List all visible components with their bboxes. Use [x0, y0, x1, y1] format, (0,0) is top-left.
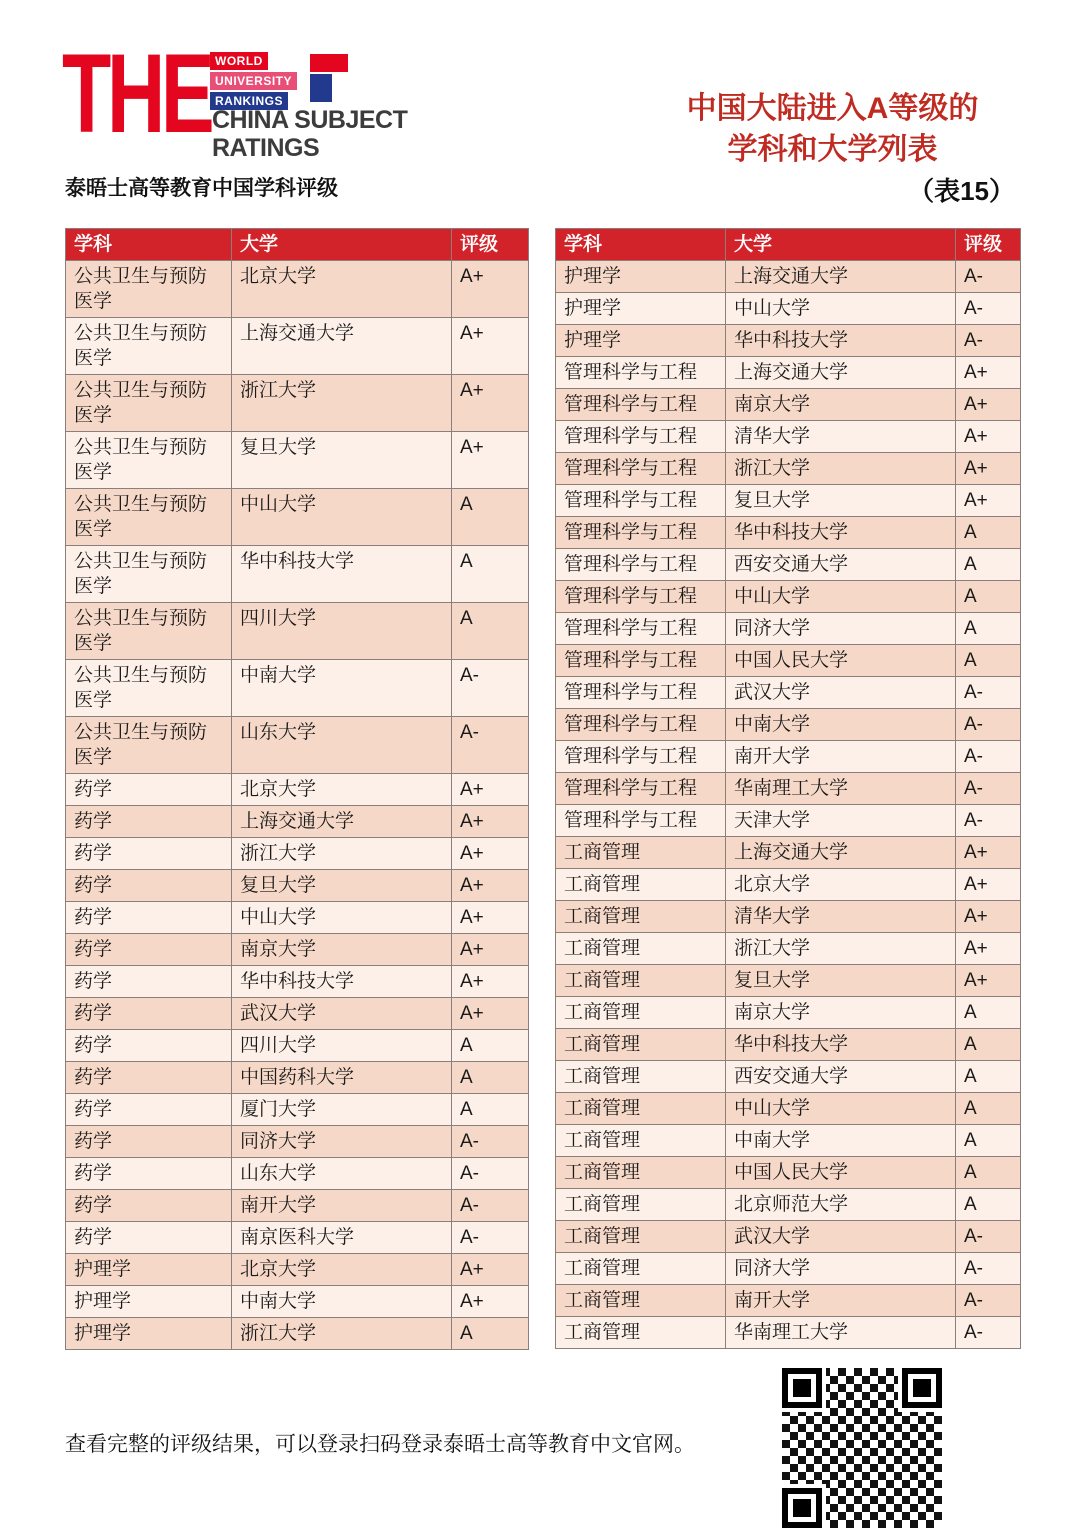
subject-cell: 药学: [66, 838, 232, 870]
subject-column-header: 学科: [556, 229, 726, 261]
rating-cell: A: [452, 546, 529, 603]
table-row: [556, 709, 1021, 741]
subject-cell: 管理科学与工程: [556, 357, 726, 389]
table-row: [556, 293, 1021, 325]
university-cell: 浙江大学: [232, 838, 452, 870]
university-cell: 中南大学: [232, 1286, 452, 1318]
table-row: [556, 261, 1021, 293]
university-cell: 中南大学: [232, 660, 452, 717]
the-rankings-tags: [210, 52, 370, 112]
subject-cell: 管理科学与工程: [556, 741, 726, 773]
table-row: [556, 869, 1021, 901]
subject-cell: 护理学: [556, 261, 726, 293]
subject-cell: 药学: [66, 1062, 232, 1094]
table-row: [556, 1061, 1021, 1093]
university-cell: 同济大学: [726, 613, 956, 645]
university-cell: 中山大学: [726, 1093, 956, 1125]
university-cell: 浙江大学: [726, 933, 956, 965]
subject-cell: 护理学: [556, 293, 726, 325]
table-row: [66, 1190, 529, 1222]
table-row: [66, 717, 529, 774]
table-row: [556, 485, 1021, 517]
university-cell: 上海交通大学: [726, 357, 956, 389]
rating-cell: A+: [452, 934, 529, 966]
china-subject-line1: CHINA SUBJECT: [212, 106, 408, 134]
table-row: [556, 517, 1021, 549]
rating-cell: A-: [956, 677, 1021, 709]
table-row: [556, 645, 1021, 677]
table-row: [66, 546, 529, 603]
rating-cell: A: [956, 645, 1021, 677]
table-row: [556, 1093, 1021, 1125]
university-cell: 南京大学: [726, 997, 956, 1029]
subject-cell: 工商管理: [556, 1125, 726, 1157]
university-cell: 武汉大学: [726, 1221, 956, 1253]
subject-cell: 工商管理: [556, 1093, 726, 1125]
table-row: [66, 375, 529, 432]
subject-cell: 管理科学与工程: [556, 709, 726, 741]
subject-cell: 公共卫生与预防医学: [66, 660, 232, 717]
university-cell: 华中科技大学: [232, 546, 452, 603]
subject-cell: 药学: [66, 966, 232, 998]
rating-cell: A+: [452, 1286, 529, 1318]
table-row: [66, 432, 529, 489]
logo-world-tag: WORLD: [210, 52, 268, 70]
subject-cell: 护理学: [66, 1254, 232, 1286]
rating-cell: A-: [956, 1285, 1021, 1317]
rating-cell: A: [956, 1029, 1021, 1061]
university-cell: 上海交通大学: [232, 318, 452, 375]
rating-cell: A: [956, 997, 1021, 1029]
table-row: [66, 1222, 529, 1254]
table-row: [556, 549, 1021, 581]
table-row: [66, 1286, 529, 1318]
table-row: [556, 453, 1021, 485]
subject-cell: 药学: [66, 1030, 232, 1062]
subject-cell: 药学: [66, 934, 232, 966]
subject-cell: 公共卫生与预防医学: [66, 603, 232, 660]
table-row: [66, 489, 529, 546]
subject-cell: 药学: [66, 1222, 232, 1254]
subject-cell: 工商管理: [556, 869, 726, 901]
qr-finder-icon: [782, 1488, 822, 1528]
table-number: （表15）: [908, 176, 1015, 206]
the-flag-red-icon: [310, 54, 348, 72]
page-title-line2: 学科和大学列表: [727, 133, 938, 166]
subject-cell: 药学: [66, 902, 232, 934]
table-row: [556, 965, 1021, 997]
rating-cell: A: [956, 517, 1021, 549]
rating-cell: A+: [956, 837, 1021, 869]
university-cell: 复旦大学: [232, 432, 452, 489]
footer-note: 查看完整的评级结果，可以登录扫码登录泰晤士高等教育中文官网。: [65, 1433, 695, 1456]
rating-cell: A-: [452, 1126, 529, 1158]
university-cell: 华中科技大学: [726, 1029, 956, 1061]
subject-cell: 管理科学与工程: [556, 645, 726, 677]
subject-cell: 公共卫生与预防医学: [66, 546, 232, 603]
subject-cell: 工商管理: [556, 1285, 726, 1317]
rating-cell: A: [956, 1189, 1021, 1221]
table-row: [66, 838, 529, 870]
subject-cell: 药学: [66, 1190, 232, 1222]
university-cell: 南京医科大学: [232, 1222, 452, 1254]
rating-cell: A-: [956, 709, 1021, 741]
table-row: [556, 837, 1021, 869]
subject-cell: 工商管理: [556, 1253, 726, 1285]
rating-cell: A+: [452, 806, 529, 838]
rating-cell: A-: [956, 293, 1021, 325]
subject-cell: 药学: [66, 806, 232, 838]
table-row: [66, 660, 529, 717]
table-row: [556, 357, 1021, 389]
rating-cell: A+: [452, 774, 529, 806]
subject-cell: 工商管理: [556, 1317, 726, 1349]
rating-cell: A-: [956, 773, 1021, 805]
rating-cell: A: [956, 1125, 1021, 1157]
university-cell: 山东大学: [232, 1158, 452, 1190]
university-column-header: 大学: [232, 229, 452, 261]
page-title-line1: 中国大陆进入A等级的: [686, 92, 979, 125]
university-cell: 中山大学: [726, 581, 956, 613]
table-header-row: [556, 229, 1021, 261]
rating-cell: A: [452, 1030, 529, 1062]
university-cell: 华中科技大学: [726, 325, 956, 357]
university-cell: 西安交通大学: [726, 1061, 956, 1093]
table-row: [556, 997, 1021, 1029]
subject-cell: 管理科学与工程: [556, 773, 726, 805]
rating-cell: A: [452, 1094, 529, 1126]
rating-cell: A: [956, 1157, 1021, 1189]
table-row: [66, 774, 529, 806]
university-cell: 北京大学: [726, 869, 956, 901]
rating-cell: A+: [452, 870, 529, 902]
subject-cell: 管理科学与工程: [556, 485, 726, 517]
table-row: [556, 389, 1021, 421]
subject-cell: 药学: [66, 774, 232, 806]
rating-cell: A-: [956, 805, 1021, 837]
subject-cell: 公共卫生与预防医学: [66, 432, 232, 489]
table-row: [66, 318, 529, 375]
rating-cell: A+: [956, 965, 1021, 997]
university-cell: 武汉大学: [726, 677, 956, 709]
university-cell: 四川大学: [232, 1030, 452, 1062]
university-cell: 四川大学: [232, 603, 452, 660]
table-row: [66, 1254, 529, 1286]
qr-finder-icon: [782, 1368, 822, 1408]
rating-cell: A: [452, 603, 529, 660]
table-row: [556, 1317, 1021, 1349]
university-cell: 复旦大学: [726, 485, 956, 517]
table-row: [66, 1062, 529, 1094]
university-cell: 浙江大学: [726, 453, 956, 485]
subject-cell: 工商管理: [556, 1029, 726, 1061]
university-cell: 南开大学: [726, 741, 956, 773]
rating-cell: A+: [956, 869, 1021, 901]
table-row: [556, 773, 1021, 805]
table-row: [66, 806, 529, 838]
rating-cell: A: [956, 549, 1021, 581]
university-cell: 中山大学: [232, 489, 452, 546]
rating-cell: A: [452, 1062, 529, 1094]
university-cell: 南开大学: [726, 1285, 956, 1317]
university-cell: 上海交通大学: [726, 261, 956, 293]
subject-cell: 公共卫生与预防医学: [66, 489, 232, 546]
rating-cell: A: [956, 581, 1021, 613]
rating-cell: A+: [452, 432, 529, 489]
china-subject-ratings-label: [212, 106, 407, 162]
university-cell: 华中科技大学: [726, 517, 956, 549]
rating-cell: A-: [452, 1190, 529, 1222]
subject-cell: 药学: [66, 1094, 232, 1126]
ratings-table-left: [65, 228, 529, 1350]
rating-cell: A+: [956, 933, 1021, 965]
table-row: [556, 1157, 1021, 1189]
university-cell: 武汉大学: [232, 998, 452, 1030]
rating-cell: A-: [452, 1222, 529, 1254]
subject-cell: 管理科学与工程: [556, 677, 726, 709]
subject-cell: 工商管理: [556, 1221, 726, 1253]
university-cell: 南开大学: [232, 1190, 452, 1222]
university-cell: 华南理工大学: [726, 773, 956, 805]
table-row: [556, 325, 1021, 357]
subject-cell: 工商管理: [556, 933, 726, 965]
university-cell: 华南理工大学: [726, 1317, 956, 1349]
rating-cell: A+: [452, 902, 529, 934]
subject-cell: 药学: [66, 1126, 232, 1158]
rating-column-header: 评级: [956, 229, 1021, 261]
university-cell: 浙江大学: [232, 1318, 452, 1350]
table-row: [66, 1094, 529, 1126]
table-row: [66, 966, 529, 998]
table-row: [66, 902, 529, 934]
rating-cell: A+: [956, 421, 1021, 453]
table-row: [556, 933, 1021, 965]
table-row: [556, 1125, 1021, 1157]
university-cell: 北京大学: [232, 261, 452, 318]
university-cell: 中国人民大学: [726, 645, 956, 677]
table-row: [66, 870, 529, 902]
subject-cell: 管理科学与工程: [556, 805, 726, 837]
rating-cell: A+: [956, 357, 1021, 389]
page-title: [650, 88, 1015, 208]
university-cell: 清华大学: [726, 901, 956, 933]
rating-cell: A+: [452, 261, 529, 318]
university-cell: 山东大学: [232, 717, 452, 774]
rating-cell: A: [956, 613, 1021, 645]
university-cell: 北京大学: [232, 774, 452, 806]
rating-cell: A+: [956, 389, 1021, 421]
university-cell: 中南大学: [726, 1125, 956, 1157]
subject-cell: 公共卫生与预防医学: [66, 318, 232, 375]
rating-cell: A: [452, 1318, 529, 1350]
the-flag-blue-icon: [310, 74, 332, 102]
subject-cell: 药学: [66, 870, 232, 902]
rating-cell: A-: [956, 325, 1021, 357]
university-cell: 北京师范大学: [726, 1189, 956, 1221]
rating-cell: A-: [956, 261, 1021, 293]
rating-cell: A+: [956, 453, 1021, 485]
rating-cell: A+: [956, 485, 1021, 517]
university-cell: 浙江大学: [232, 375, 452, 432]
university-cell: 上海交通大学: [726, 837, 956, 869]
subject-cell: 工商管理: [556, 1061, 726, 1093]
university-cell: 同济大学: [232, 1126, 452, 1158]
university-cell: 厦门大学: [232, 1094, 452, 1126]
rating-cell: A+: [452, 998, 529, 1030]
subject-cell: 公共卫生与预防医学: [66, 375, 232, 432]
table-row: [556, 613, 1021, 645]
table-row: [66, 1158, 529, 1190]
table-row: [556, 1221, 1021, 1253]
subject-cell: 护理学: [66, 1318, 232, 1350]
qr-finder-icon: [902, 1368, 942, 1408]
logo-rankings-tag: RANKINGS: [210, 92, 288, 110]
university-cell: 华中科技大学: [232, 966, 452, 998]
table-row: [556, 1189, 1021, 1221]
subject-cell: 药学: [66, 998, 232, 1030]
table-row: [66, 998, 529, 1030]
university-cell: 复旦大学: [726, 965, 956, 997]
subject-cell: 工商管理: [556, 1157, 726, 1189]
qr-code: [782, 1368, 942, 1528]
university-cell: 复旦大学: [232, 870, 452, 902]
university-cell: 中山大学: [726, 293, 956, 325]
subject-cell: 工商管理: [556, 837, 726, 869]
rating-cell: A-: [956, 1317, 1021, 1349]
logo-subtitle: 泰晤士高等教育中国学科评级: [65, 177, 338, 200]
subject-cell: 管理科学与工程: [556, 581, 726, 613]
rating-cell: A-: [452, 1158, 529, 1190]
subject-cell: 工商管理: [556, 997, 726, 1029]
rating-cell: A: [956, 1093, 1021, 1125]
rating-cell: A: [956, 1061, 1021, 1093]
table-row: [556, 677, 1021, 709]
rating-cell: A-: [452, 660, 529, 717]
university-cell: 中山大学: [232, 902, 452, 934]
rating-cell: A-: [956, 1221, 1021, 1253]
the-logo: THE: [62, 31, 211, 156]
subject-cell: 护理学: [556, 325, 726, 357]
rating-column-header: 评级: [452, 229, 529, 261]
china-subject-line2: RATINGS: [212, 134, 320, 162]
table-row: [556, 581, 1021, 613]
table-row: [66, 934, 529, 966]
university-cell: 北京大学: [232, 1254, 452, 1286]
table-row: [66, 261, 529, 318]
table-row: [66, 603, 529, 660]
subject-cell: 公共卫生与预防医学: [66, 261, 232, 318]
rating-cell: A+: [452, 318, 529, 375]
rating-cell: A: [452, 489, 529, 546]
university-cell: 西安交通大学: [726, 549, 956, 581]
university-column-header: 大学: [726, 229, 956, 261]
table-row: [556, 901, 1021, 933]
subject-cell: 公共卫生与预防医学: [66, 717, 232, 774]
subject-cell: 管理科学与工程: [556, 389, 726, 421]
table-row: [556, 1285, 1021, 1317]
subject-cell: 管理科学与工程: [556, 453, 726, 485]
university-cell: 清华大学: [726, 421, 956, 453]
university-cell: 南京大学: [232, 934, 452, 966]
rating-cell: A+: [452, 375, 529, 432]
subject-cell: 工商管理: [556, 965, 726, 997]
subject-column-header: 学科: [66, 229, 232, 261]
university-cell: 中南大学: [726, 709, 956, 741]
subject-cell: 药学: [66, 1158, 232, 1190]
rating-cell: A+: [956, 901, 1021, 933]
university-cell: 中国人民大学: [726, 1157, 956, 1189]
subject-cell: 管理科学与工程: [556, 549, 726, 581]
table-row: [556, 1253, 1021, 1285]
logo-university-tag: UNIVERSITY: [210, 72, 297, 90]
table-row: [66, 1126, 529, 1158]
rating-cell: A+: [452, 838, 529, 870]
university-cell: 南京大学: [726, 389, 956, 421]
subject-cell: 护理学: [66, 1286, 232, 1318]
table-row: [556, 1029, 1021, 1061]
subject-cell: 管理科学与工程: [556, 421, 726, 453]
subject-cell: 管理科学与工程: [556, 517, 726, 549]
ratings-table-right: [555, 228, 1021, 1349]
rating-cell: A-: [452, 717, 529, 774]
table-row: [556, 421, 1021, 453]
subject-cell: 管理科学与工程: [556, 613, 726, 645]
subject-cell: 工商管理: [556, 901, 726, 933]
table-header-row: [66, 229, 529, 261]
table-row: [66, 1030, 529, 1062]
university-cell: 上海交通大学: [232, 806, 452, 838]
table-row: [556, 805, 1021, 837]
rating-cell: A-: [956, 1253, 1021, 1285]
university-cell: 天津大学: [726, 805, 956, 837]
university-cell: 同济大学: [726, 1253, 956, 1285]
rating-cell: A+: [452, 966, 529, 998]
university-cell: 中国药科大学: [232, 1062, 452, 1094]
rating-cell: A-: [956, 741, 1021, 773]
subject-cell: 工商管理: [556, 1189, 726, 1221]
table-row: [66, 1318, 529, 1350]
rating-cell: A+: [452, 1254, 529, 1286]
table-row: [556, 741, 1021, 773]
